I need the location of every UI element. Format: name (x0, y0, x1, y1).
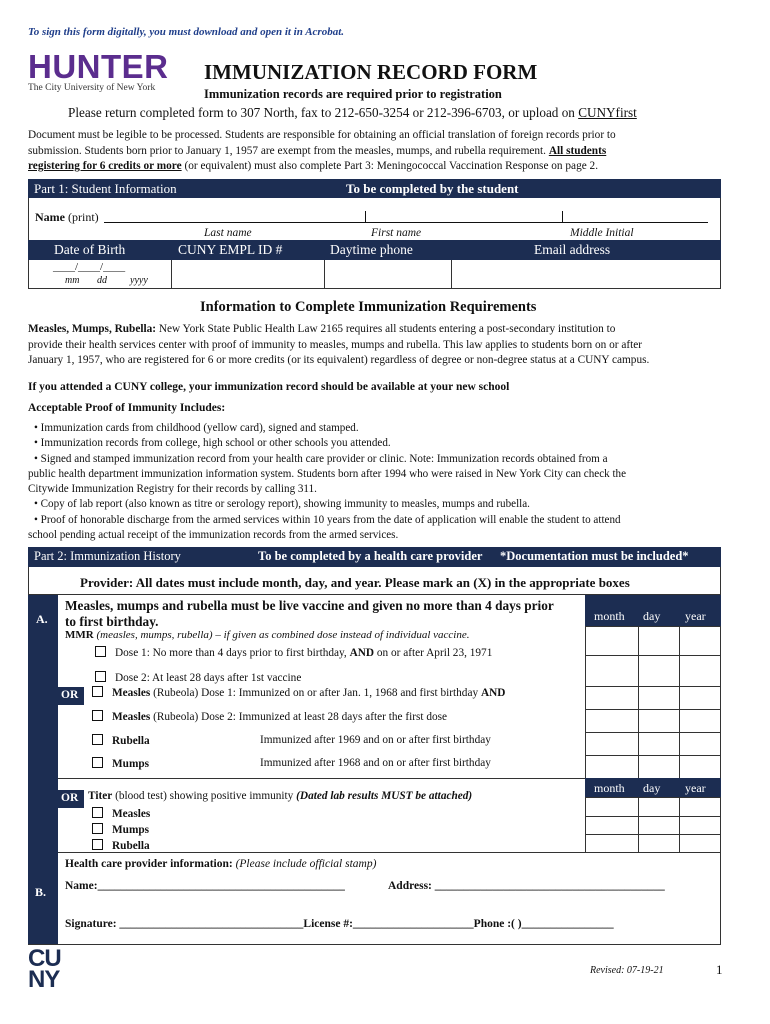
or-label-1: OR (58, 687, 84, 705)
part1-columns-header: Date of Birth CUNY EMPL ID # Daytime phone Email address (28, 240, 721, 260)
list-item: • Signed and stamped immunization record from your health care provider or clinic. Note: Immunization records obtained from a (34, 452, 608, 465)
proof-list: • Immunization cards from childhood (yellow card), signed and stamped. • Immunization records from college, high school or other schools you attended. • Signed and stamped immunization record from your health care provider or clinic. Note: Immunization records obtained from a public health department immunization information system. Students born after 1994 who were raised in New York City can check the Citywide Immunization Registry for their records by calling 311. • Copy of lab report (also known as titre or serology report), showing immunity to measles, mumps and rubella. • Proof of honorable discharge from the armed services within 10 years from the date of application will enable the student to attend school pending actual receipt of the immunization records from the armed services. (28, 421, 758, 543)
last-name-field[interactable] (104, 222, 366, 223)
mumps-criteria: Immunized after 1968 and on or after first birthday (260, 757, 491, 769)
rubella-checkbox[interactable] (92, 734, 103, 745)
empl-id-field[interactable] (171, 260, 324, 288)
mumps-checkbox[interactable] (92, 757, 103, 768)
list-item: • Immunization cards from childhood (yellow card), signed and stamped. (34, 422, 359, 434)
cuny-logo: CU NY (28, 945, 61, 993)
hcp-name-field[interactable]: Name:___________________________________________ (65, 880, 345, 892)
intro-paragraph: Document must be legible to be processed. Students are responsible for obtaining an official translation of foreign records prior to submission. Students born prior to January 1, 1957 are exempt from the measles, mumps, and rubella requirement. All students registering for 6 credits or more (or equivalent) must also complete Part 3: Meningococcal Vaccination Response on page 2. (28, 129, 616, 172)
mumps-day-cell[interactable] (638, 755, 680, 779)
mumps-row: Mumps (92, 757, 149, 770)
part1-header: Part 1: Student Information To be completed by the student (28, 179, 721, 198)
first-name-field[interactable] (366, 222, 562, 223)
titer-mumps-year-cell[interactable] (679, 816, 721, 835)
titer-mumps-month-cell[interactable] (585, 816, 639, 835)
name-row: Name (print) Last name First name Middle Initial (28, 198, 721, 240)
titer-mumps-checkbox[interactable] (92, 823, 103, 834)
measles2-year-cell[interactable] (679, 709, 721, 733)
dob-field[interactable]: ____/____/____ mm dd yyyy (53, 261, 148, 286)
rubella-criteria: Immunized after 1969 and on or after first birthday (260, 734, 491, 746)
measles-dose1-checkbox[interactable] (92, 686, 103, 697)
list-item: • Immunization records from college, high school or other schools you attended. (34, 437, 391, 450)
list-item: • Proof of honorable discharge from the armed services within 10 years from the date of application will enable the student to attend (34, 513, 621, 526)
info-heading: Information to Complete Immunization Requirements (200, 299, 537, 315)
hcp-heading: Health care provider information: (Please include official stamp) (65, 858, 377, 870)
middle-initial-field[interactable] (563, 222, 708, 223)
titer-mumps-day-cell[interactable] (638, 816, 680, 835)
mmr-dose1: Dose 1: No more than 4 days prior to first birthday, AND on or after April 23, 1971 (95, 646, 492, 659)
titer-row: Titer (blood test) showing positive immunity (Dated lab results MUST be attached) (88, 790, 473, 802)
dose2-year-cell[interactable] (679, 655, 721, 687)
provider-instructions: Provider: All dates must include month, day, and year. Please mark an (X) in the appropriate boxes (80, 575, 630, 590)
measles2-day-cell[interactable] (638, 709, 680, 733)
titer-rubella-day-cell[interactable] (638, 834, 680, 853)
date-grid-header-2: month day year (585, 778, 721, 798)
dose2-month-cell[interactable] (585, 655, 639, 687)
hunter-logo: HUNTER The City University of New York (28, 48, 169, 93)
measles1-month-cell[interactable] (585, 686, 639, 710)
section-a-label: A. (28, 595, 58, 686)
measles1-year-cell[interactable] (679, 686, 721, 710)
dose1-month-cell[interactable] (585, 626, 639, 656)
mumps-year-cell[interactable] (679, 755, 721, 779)
form-subtitle: Immunization records are required prior to registration (204, 87, 502, 101)
dose1-year-cell[interactable] (679, 626, 721, 656)
measles-dose2-checkbox[interactable] (92, 710, 103, 721)
cunyfirst-link[interactable]: CUNYfirst (578, 105, 637, 120)
measles-dose1: Measles (Rubeola) Dose 1: Immunized on or after Jan. 1, 1968 and first birthday AND (92, 686, 505, 699)
mmr-dose2-checkbox[interactable] (95, 671, 106, 682)
rubella-day-cell[interactable] (638, 732, 680, 756)
titer-rubella-month-cell[interactable] (585, 834, 639, 853)
measles1-day-cell[interactable] (638, 686, 680, 710)
date-grid-header-1: month day year (585, 595, 721, 626)
rubella-row: Rubella (92, 734, 150, 747)
titer-rubella-checkbox[interactable] (92, 839, 103, 850)
rubella-year-cell[interactable] (679, 732, 721, 756)
revision-date: Revised: 07-19-21 (590, 965, 664, 976)
section-a-heading: Measles, mumps and rubella must be live vaccine and given no more than 4 days prior to first birthday. (65, 598, 554, 629)
mumps-month-cell[interactable] (585, 755, 639, 779)
hcp-signature-license-phone[interactable]: Signature: ________________________________License #:_____________________Phone :( )________________ (65, 918, 614, 930)
proof-heading: Acceptable Proof of Immunity Includes: (28, 402, 226, 414)
form-title: IMMUNIZATION RECORD FORM (204, 60, 538, 84)
email-field[interactable] (451, 260, 721, 288)
mmr-dose1-checkbox[interactable] (95, 646, 106, 657)
section-b-label: B. (28, 852, 58, 944)
part2-header: Part 2: Immunization History To be completed by a health care provider *Documentation must be included* (28, 547, 721, 567)
hcp-address-field[interactable]: Address: ________________________________________ (388, 880, 665, 892)
daytime-phone-field[interactable] (324, 260, 451, 288)
titer-rubella-year-cell[interactable] (679, 834, 721, 853)
list-item: • Copy of lab report (also known as titre or serology report), showing immunity to measles, mumps and rubella. (34, 498, 530, 511)
mmr-dose2: Dose 2: At least 28 days after 1st vaccine (95, 671, 301, 684)
dose2-day-cell[interactable] (638, 655, 680, 687)
titer-measles-day-cell[interactable] (638, 797, 680, 817)
measles2-month-cell[interactable] (585, 709, 639, 733)
section-a-sidebar (28, 686, 58, 778)
cuny-record-note: If you attended a CUNY college, your immunization record should be available at your new school (28, 381, 510, 393)
titer-measles-month-cell[interactable] (585, 797, 639, 817)
page-number: 1 (716, 962, 723, 977)
download-notice: To sign this form digitally, you must download and open it in Acrobat. (28, 26, 345, 38)
dose1-day-cell[interactable] (638, 626, 680, 656)
or-label-2: OR (58, 790, 84, 808)
return-instructions: Please return completed form to 307 North, fax to 212-650-3254 or 212-396-6703, or upload on CUNYfirst (68, 105, 637, 120)
mmr-law-paragraph: Measles, Mumps, Rubella: New York State Public Health Law 2165 requires all students entering a post-secondary institution to provide their health services center with proof of immunity to measles, mumps and rubella. This law applies to students born on or after January 1, 1957, who are registered for 6 or more credits (or its equivalent) regardless of degree or non-degree status at a CUNY campus. (28, 323, 650, 366)
section-a-titer-sidebar (28, 778, 58, 852)
titer-measles-year-cell[interactable] (679, 797, 721, 817)
titer-options: Measles Mumps Rubella (92, 806, 150, 854)
part1-input-row (28, 260, 721, 289)
titer-measles-checkbox[interactable] (92, 807, 103, 818)
mmr-description: MMR (measles, mumps, rubella) – if given as combined dose instead of individual vaccine. (65, 629, 470, 641)
measles-dose2: Measles (Rubeola) Dose 2: Immunized at least 28 days after the first dose (92, 710, 447, 723)
rubella-month-cell[interactable] (585, 732, 639, 756)
